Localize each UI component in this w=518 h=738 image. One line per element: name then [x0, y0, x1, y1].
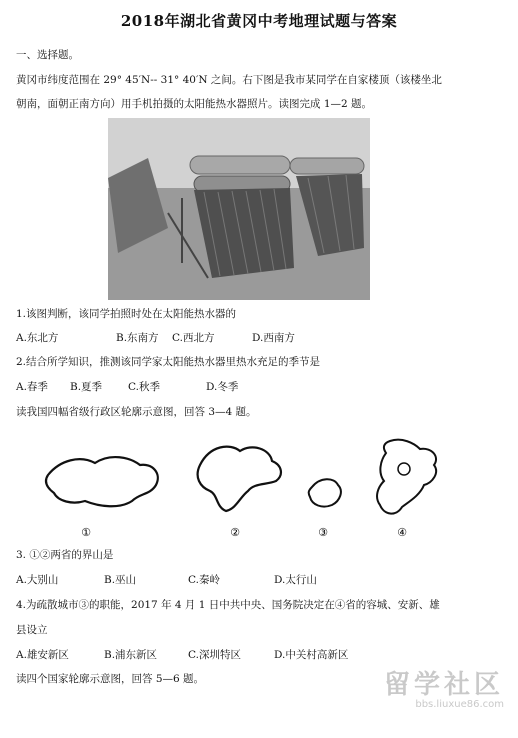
q2-option-c: C.秋季 — [128, 381, 160, 393]
read-instruction-2: 读四个国家轮廓示意图，回答 5—6 题。 — [16, 673, 205, 685]
province-map-4 — [377, 440, 436, 514]
watermark-url: bbs.liuxue86.com — [415, 699, 504, 710]
q3-option-b: B.巫山 — [104, 574, 137, 586]
read-instruction-1: 读我国四幅省级行政区轮廓示意图，回答 3—4 题。 — [16, 406, 257, 418]
q3-stem: 3. ①②两省的界山是 — [16, 549, 114, 561]
province-map-3 — [309, 479, 341, 506]
q4-stem-line-2: 县设立 — [16, 624, 48, 636]
q1-option-b: B.东南方 — [116, 332, 159, 344]
map-label-3: ③ — [318, 526, 328, 539]
q4-option-a: A.雄安新区 — [16, 649, 69, 661]
q2-option-d: D.冬季 — [206, 381, 239, 393]
q2-stem: 2.结合所学知识，推测该同学家太阳能热水器里热水充足的季节是 — [16, 356, 321, 368]
q4-option-d: D.中关村高新区 — [274, 649, 349, 661]
q1-option-c: C.西北方 — [172, 332, 215, 344]
province-map-2 — [198, 447, 281, 511]
q2-option-b: B.夏季 — [70, 381, 103, 393]
page-title: 2018年湖北省黄冈中考地理试题与答案 — [120, 12, 398, 30]
q3-option-c: C.秦岭 — [188, 574, 220, 586]
province-outline-maps — [40, 435, 460, 545]
watermark — [384, 671, 504, 710]
intro-line-2: 朝南，面朝正南方向）用手机拍摄的太阳能热水器照片。读图完成 1—2 题。 — [16, 98, 373, 110]
section-heading: 一、选择题。 — [16, 49, 79, 61]
map-label-4: ④ — [397, 526, 407, 539]
q4-option-c: C.深圳特区 — [188, 649, 241, 661]
map-label-1: ① — [81, 526, 91, 539]
watermark-logo: 留学社区 — [383, 670, 504, 700]
map-label-2: ② — [230, 526, 240, 539]
q1-stem: 1.该图判断，该同学拍照时处在太阳能热水器的 — [16, 308, 237, 320]
q3-option-a: A.大别山 — [16, 574, 59, 586]
q3-option-d: D.太行山 — [274, 574, 317, 586]
q4-stem-line-1: 4.为疏散城市③的职能，2017 年 4 月 1 日中共中央、国务院决定在④省的容城、安新、雄 — [16, 599, 440, 611]
q1-option-d: D.西南方 — [252, 332, 295, 344]
q2-option-a: A.春季 — [16, 381, 48, 393]
q4-option-b: B.浦东新区 — [104, 649, 158, 661]
q1-option-a: A.东北方 — [16, 332, 59, 344]
solar-water-heater-photo — [108, 118, 370, 300]
province-map-1 — [46, 457, 158, 506]
intro-line-1: 黄冈市纬度范围在 29° 45′N-- 31° 40′N 之间。右下图是我市某同学在自家楼顶（该楼坐北 — [16, 74, 442, 86]
